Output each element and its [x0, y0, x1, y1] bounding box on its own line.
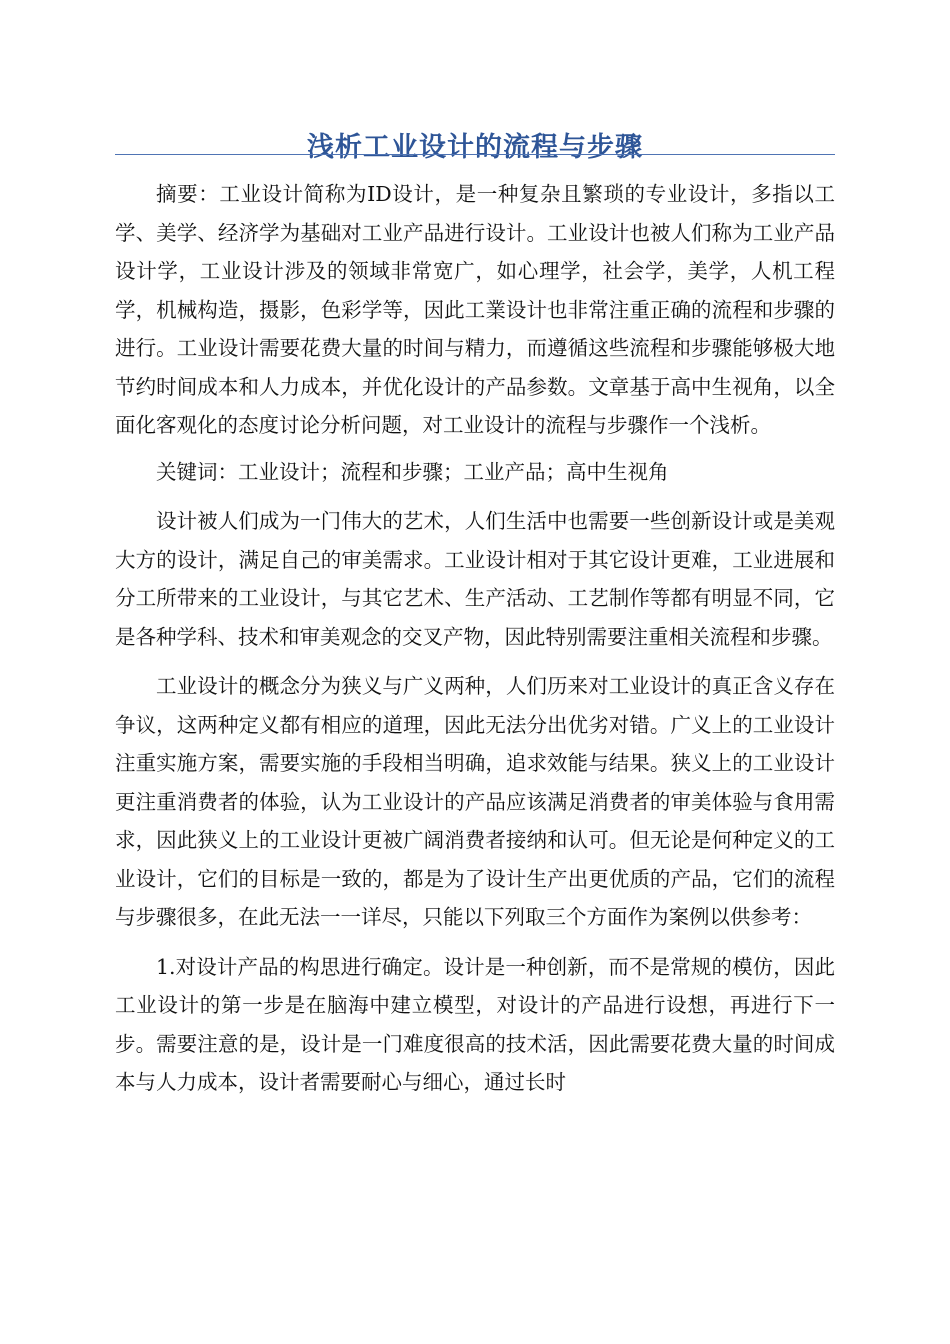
body-paragraph: 1.对设计产品的构思进行确定。设计是一种创新，而不是常规的模仿，因此工业设计的第一步是在脑海中建立模型，对设计的产品进行设想，再进行下一步。需要注意的是，设计是一门难度很高的技术活，因此需要花费大量的时间成本与人力成本，设计者需要耐心与细心，通过长时 [115, 954, 835, 1094]
keywords-paragraph: 关键词：工业设计；流程和步骤；工业产品；高中生视角 [156, 459, 669, 484]
title-underline [115, 154, 835, 155]
document-body [115, 175, 835, 1102]
body-paragraph: 工业设计的概念分为狭义与广义两种，人们历来对工业设计的真正含义存在争议，这两种定义都有相应的道理，因此无法分出优劣对错。广义上的工业设计注重实施方案，需要实施的手段相当明确，追求效能与结果。狭义上的工业设计更注重消费者的体验，认为工业设计的产品应该满足消费者的审美体验与食用需求，因此狭义上的工业设计更被广阔消费者接纳和认可。但无论是何种定义的工业设计，它们的目标是一致的，都是为了设计生产出更优质的产品，它们的流程与步骤很多，在此无法一一详尽，只能以下列取三个方面作为案例以供参考： [115, 674, 835, 929]
body-paragraph: 设计被人们成为一门伟大的艺术，人们生活中也需要一些创新设计或是美观大方的设计，满足自己的审美需求。工业设计相对于其它设计更难，工业进展和分工所带来的工业设计，与其它艺术、生产活动、工艺制作等都有明显不同，它是各种学科、技术和审美观念的交叉产物，因此特别需要注重相关流程和步骤。 [115, 509, 835, 649]
abstract-paragraph: 摘要：工业设计简称为ID设计，是一种复杂且繁琐的专业设计，多指以工学、美学、经济学为基础对工业产品进行设计。工业设计也被人们称为工业产品设计学，工业设计涉及的领域非常宽广，如心理学，社会学，美学，人机工程学，机械构造，摄影，色彩学等，因此工業设计也非常注重正确的流程和步骤的进行。工业设计需要花费大量的时间与精力，而遵循这些流程和步骤能够极大地节约时间成本和人力成本，并优化设计的产品参数。文章基于高中生视角，以全面化客观化的态度讨论分析问题，对工业设计的流程与步骤作一个浅析。 [115, 182, 835, 437]
document-title: 浅析工业设计的流程与步骤 [307, 132, 643, 164]
